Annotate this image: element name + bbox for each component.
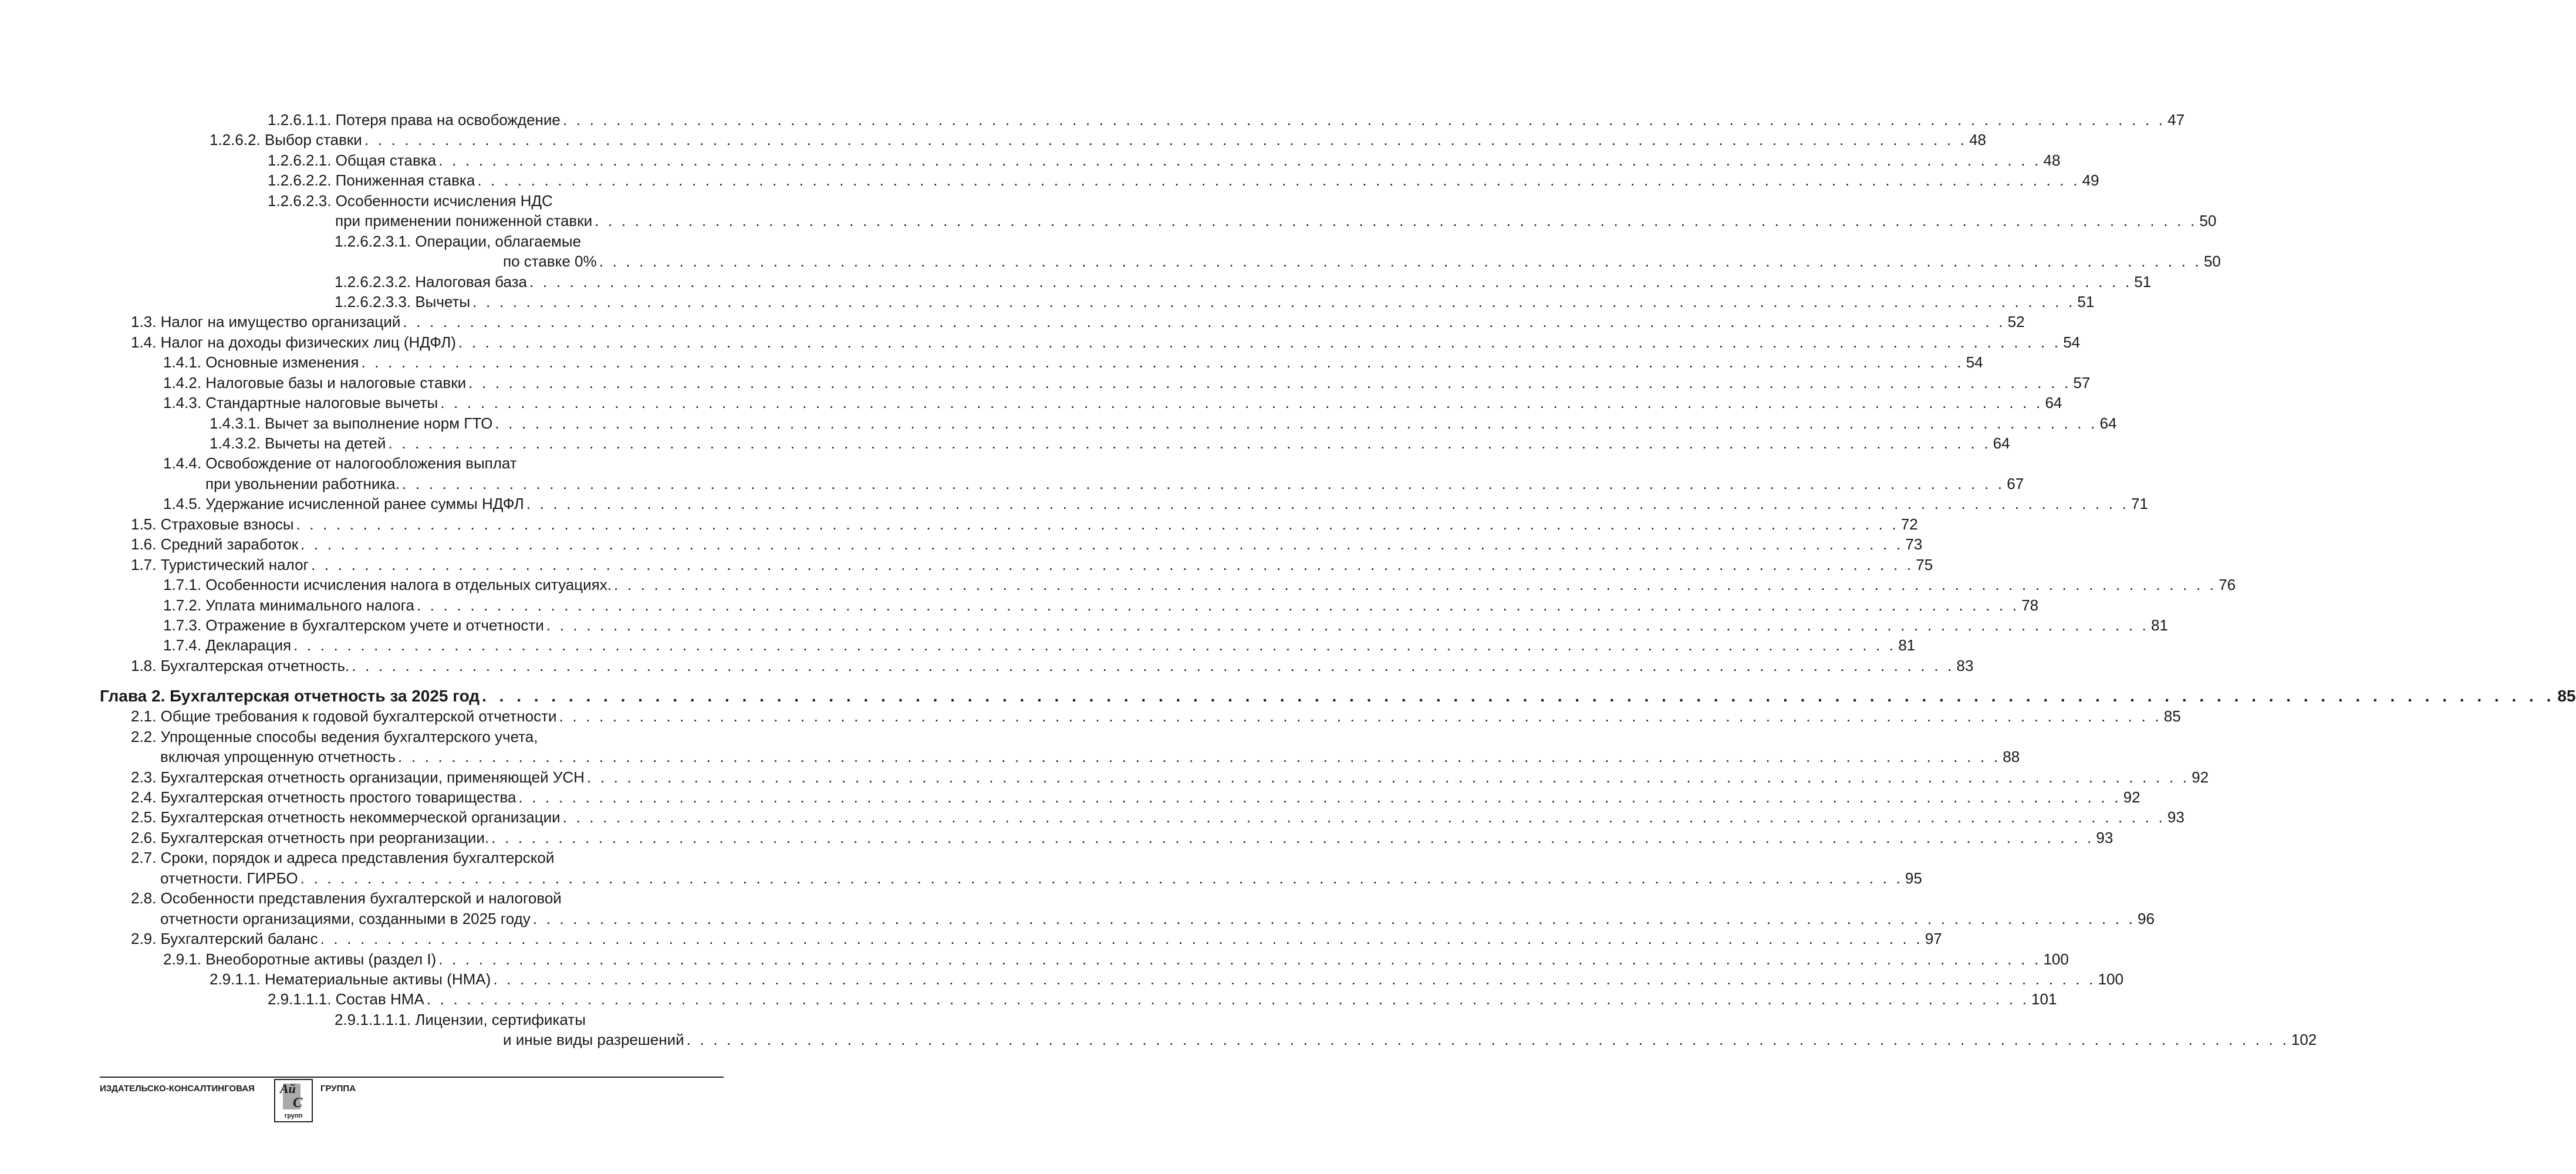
toc-entry-number: 1.2.6.2.1. <box>268 151 332 169</box>
toc-entry-title: Страховые взносы <box>160 515 294 533</box>
toc-page-number: 100 <box>2043 950 2069 968</box>
toc-entry-text <box>131 656 349 676</box>
toc-entry-number: 1.8. <box>131 656 157 674</box>
toc-entry-title: Стандартные налоговые вычеты <box>205 394 438 412</box>
toc-entry[interactable] <box>0 787 2141 807</box>
toc-entry-number: 1.5. <box>131 515 157 533</box>
toc-entry[interactable] <box>0 656 1974 676</box>
toc-entry-title: Отражение в бухгалтерском учете и отчетности <box>205 616 544 634</box>
toc-entry-title: Общие требования к годовой бухгалтерской отчетности <box>160 707 557 726</box>
toc-leader-dots: . . . . . . . . . . . . . . . . . . . . . . . . . . . . . . . . . . . . . . . . . . . . . . . . . . . . . . . . . . . . . . . . . . . . . . . . . . . . . . . . . . . . . . . . . . . . . . . . . . . . . . . . . . . . . . . . . . . . . . . . <box>293 636 1896 655</box>
toc-entry-text <box>335 231 581 251</box>
toc-entry-number: 2.9.1.1.1.1. <box>335 1010 411 1028</box>
toc-line <box>131 727 723 747</box>
toc-entry-title: Туристический налог <box>160 555 309 573</box>
toc-entry-title-continuation: при увольнении работника. <box>205 474 400 492</box>
logo-letters: Ай <box>280 1081 296 1096</box>
toc-entry-text <box>131 807 561 827</box>
toc-page-number: 52 <box>2007 313 2025 331</box>
toc-entry-text <box>335 1010 586 1030</box>
toc-leader-dots: . . . . . . . . . . . . . . . . . . . . . . . . . . . . . . . . . . . . . . . . . . . . . . . . . . . . . . . . . . . . . . . . . . . . . . . . . . . . . . . . . . . . . . . . . . . . . . . . . . . . . . . . . . . . . . . . . . . . . . . . <box>361 353 1964 372</box>
toc-entry-number: 1.4.4. <box>163 454 202 473</box>
toc-leader-dots: . . . . . . . . . . . . . . . . . . . . . . . . . . . . . . . . . . . . . . . . . . . . . . . . . . . . . . . . . . . . . . . . . . . . . . . . . . . . . . . . . . . . . . . . . . . . . . . . . . . . . . . . . . . . . . . . . . . . . . . . <box>458 333 2061 351</box>
toc-line <box>131 767 2209 787</box>
toc-leader-dots: . . . . . . . . . . . . . . . . . . . . . . . . . . . . . . . . . . . . . . . . . . . . . . . . . . . . . . . . . . . . . . . . . . . . . . . . . . . . . . . . . . . . . . . . . . . . . . . . . . . . . . . . . . . . . . . . . . . . . . . . <box>586 768 2190 786</box>
toc-page-number: 88 <box>2003 748 2020 766</box>
toc-entry-title: Упрощенные способы ведения бухгалтерского учета, <box>160 727 538 745</box>
toc-page-number: 49 <box>2082 171 2099 190</box>
toc-line <box>163 453 723 473</box>
toc-leader-dots: . . . . . . . . . . . . . . . . . . . . . . . . . . . . . . . . . . . . . . . . . . . . . . . . . . . . . . . . . . . . . . . . . . . . . . . . . . . . . . . . . . . . . . . . . . . . . . . . . . . . . . . . . . . . . . . . . . . . . . . . <box>311 555 1914 573</box>
toc-leader-dots: . . . . . . . . . . . . . . . . . . . . . . . . . . . . . . . . . . . . . . . . . . . . . . . . . . . . . . . . . . . . . . . . . . . . . . . . . . . . . . . . . . . . . . . . . . . . . . . . . . . . . . . . . . . . . . . . . . . . . . . . <box>472 292 2075 311</box>
toc-line <box>131 929 1942 949</box>
toc-entry-title: Пониженная ставка <box>335 171 475 190</box>
toc-entry-title: Нематериальные активы (НМА) <box>264 970 491 988</box>
toc-page-number: 50 <box>2203 252 2221 271</box>
toc-leader-dots: . . . . . . . . . . . . . . . . . . . . . . . . . . . . . . . . . . . . . . . . . . . . . . . . . . . . . . . . . . . . . . . . . . . . . . . . . . . . . . . . . . . . . . . . . . . . . . . . . . . . . . . . . . . . . . . . . . . . . . . . <box>398 748 2001 766</box>
toc-leader-dots: . . . . . . . . . . . . . . . . . . . . . . . . . . . . . . . . . . . . . . . . . . . . . . . . . . . . . . . . . . . . . . . . . . . . . . . . . . . . . . . . . . . . . . . . . . . . . . . . . . . . . . . . . . . . . . . . . . . . . . . . <box>300 869 1903 887</box>
toc-leader-dots: . . . . . . . . . . . . . . . . . . . . . . . . . . . . . . . . . . . . . . . . . . . . . . . . . . . . . . . . . . . . . . . . . . . . . . . . . . . . . . . . . . . . . . . . . . . . . . . . . . . . . . . . . . . . . . . . . . . . . . . . <box>416 596 2020 614</box>
toc-entry-text <box>268 150 436 170</box>
toc-page-number: 83 <box>1956 656 1974 674</box>
toc-entry-text <box>131 848 554 868</box>
toc-line <box>163 373 2091 393</box>
toc-entry-text <box>163 373 466 393</box>
toc-leader-dots: . . . . . . . . . . . . . . . . . . . . . . . . . . . . . . . . . . . . . . . . . . . . . . . . . . . . . . . . . . . . . . . . . . . . . . . . . . . . . . . . . . . . . . . . . . . . . . . . . . . . . . . . . . . . . . . . . . . . . . . . <box>526 495 2129 513</box>
toc-entry[interactable] <box>0 534 1923 554</box>
toc-line <box>335 272 2152 292</box>
toc-entry-title: Вычеты <box>415 292 471 311</box>
toc-entry[interactable] <box>0 494 2148 514</box>
toc-entry[interactable] <box>0 170 2099 190</box>
toc-entry-title: Уплата минимального налога <box>205 596 414 614</box>
toc-leader-dots: . . . . . . . . . . . . . . . . . . . . . . . . . . . . . . . . . . . . . . . . . . . . . . . . . . . . . . . . . . . . . . . . . . . . . . . . . . . . . . . . . . . . . . . . . . . . . . . . . . . . . . . . . . . . . . . . . . . . . . . . <box>559 707 2162 726</box>
toc-entry-number: 2.5. <box>131 808 157 826</box>
toc-entry-title-continuation: отчетности организациями, созданными в 2025 году <box>160 909 531 927</box>
toc-line <box>131 787 2141 807</box>
toc-entry-number: 2.6. <box>131 828 157 846</box>
logo-caption: групп <box>284 1112 303 1119</box>
toc-entry[interactable] <box>0 969 2123 989</box>
toc-entry[interactable] <box>0 635 1916 655</box>
toc-entry[interactable] <box>0 727 2020 767</box>
toc-entry[interactable] <box>0 706 2181 726</box>
toc-line <box>268 110 2185 130</box>
toc-entry-number: 2.4. <box>131 788 157 806</box>
toc-page-number: 54 <box>2063 333 2081 351</box>
toc-entry[interactable] <box>0 453 2024 494</box>
toc-line <box>163 494 2148 514</box>
toc-page-number: 64 <box>1993 434 2010 452</box>
toc-entry-text <box>163 393 438 413</box>
toc-entry-number: 2.8. <box>131 889 157 908</box>
toc-leader-dots: . . . . . . . . . . . . . . . . . . . . . . . . . . . . . . . . . . . . . . . . . . . . . . . . . . . . . . . . . . . . . . . . . . . . . . . . . . . . . . . . . . . . . . . . . . . . . . . . . . . . . . . . . . . . . . . . . . . . . . . . <box>495 414 2098 432</box>
toc-line-continuation <box>160 909 2155 929</box>
toc-page-number: 64 <box>2099 414 2117 432</box>
toc-line <box>131 555 1933 575</box>
toc-entry-number: 1.2.6.2.3.2. <box>335 272 411 291</box>
toc-entry-text <box>335 272 527 292</box>
toc-page-number: 85 <box>2163 707 2181 726</box>
toc-entry-text <box>210 130 362 150</box>
toc-line <box>335 292 2095 312</box>
toc-leader-dots: . . . . . . . . . . . . . . . . . . . . . . . . . . . . . . . . . . . . . . . . . . . . . . . . . . . . . . . . . . . . . . . . . . . . . . . . . . . . . . . . . . . . . . . . . . . . . . . . . . . . . . . . . . . . . . . . . . . . . . . . <box>301 535 1903 554</box>
toc-leader-dots: . . . . . . . . . . . . . . . . . . . . . . . . . . . . . . . . . . . . . . . . . . . . . . . . . . . . . . . . . . . . . . . . . . . . . . . . . . . . . . . . . . . . . . . . . . . . . . . . . . . . . . . . . . . . . . . . . . . . . . . . <box>562 111 2166 129</box>
toc-entry-text <box>268 110 561 130</box>
toc-line <box>131 848 723 868</box>
toc-entry-title-continuation: включая упрощенную отчетность <box>160 748 396 766</box>
toc-entry-title: Общая ставка <box>335 151 437 169</box>
toc-entry-text <box>163 453 517 473</box>
toc-entry[interactable] <box>0 413 2117 433</box>
toc-page-number: 81 <box>2150 616 2168 634</box>
toc-entry-title: Бухгалтерская отчетность. <box>160 656 350 674</box>
toc-leader-dots: . . . . . . . . . . . . . . . . . . . . . . . . . . . . . . . . . . . . . . . . . . . . . . . . . . . . . . . . . . . . . . . . . . . . . . . . . . . . . . . . . . . . . . . . . . . . . . . . . . . . . . . . . . . . . . . . . . . . . . . . <box>438 950 2041 968</box>
toc-entry-number: 1.2.6.2.3. <box>268 191 332 210</box>
toc-line <box>163 635 1916 655</box>
toc-entry-title: Особенности исчисления налога в отдельных ситуациях. <box>205 576 612 594</box>
toc-line <box>163 615 2168 635</box>
toc-line <box>131 514 1918 534</box>
toc-page-number: 67 <box>2007 474 2024 492</box>
toc-page-number: 57 <box>2073 373 2091 392</box>
toc-entry[interactable] <box>0 312 2025 332</box>
toc-line <box>268 191 723 211</box>
toc-page-number: 92 <box>2192 768 2209 786</box>
toc-entry[interactable] <box>0 393 2062 413</box>
toc-entry-text <box>131 514 294 534</box>
toc-leader-dots: . . . . . . . . . . . . . . . . . . . . . . . . . . . . . . . . . . . . . . . . . . . . . . . . . . . . . . . . . . . . . . . . . . . . . . . . . . . . . . . . . . . . . . . . . . . . . . . . . . . . . . . . . . . . . . . . . . . . . . . . <box>491 828 2094 846</box>
toc-line <box>210 413 2117 433</box>
toc-entry-text <box>131 828 489 848</box>
logo-letter-c: С <box>293 1095 303 1111</box>
toc-entry-title: Удержание исчисленной ранее суммы НДФЛ <box>205 495 524 513</box>
toc-entry-title: Особенности исчисления НДС <box>335 191 553 210</box>
toc-page-number: 51 <box>2134 272 2152 291</box>
toc-entry-title: Состав НМА <box>335 990 424 1008</box>
toc-entry-text <box>163 352 359 372</box>
toc-entry-number: 1.4.3. <box>163 394 202 412</box>
toc-page-number: 102 <box>2291 1031 2317 1049</box>
toc-entry[interactable] <box>0 292 2095 312</box>
toc-leader-dots: . . . . . . . . . . . . . . . . . . . . . . . . . . . . . . . . . . . . . . . . . . . . . . . . . . . . . . . . . . . . . . . . . . . . . . . . . . . . . . . . . . . . . . . . . . . . . . . . . . . . . . . . . . . . . . . . . . . . . . . . <box>532 909 2136 927</box>
toc-entry-number: 1.2.6.2.3.1. <box>335 232 411 250</box>
toc-line <box>131 656 1974 676</box>
toc-leader-dots: . . . . . . . . . . . . . . . . . . . . . . . . . . . . . . . . . . . . . . . . . . . . . . . . . . . . . . . . . . . . . . . . . . . . . . . . . . . . . . . . . . . . . . . . . . . . . . . . . . . . . . . . . . . . . . . . . . . . . . . . <box>477 171 2080 190</box>
toc-page-number: 93 <box>2167 808 2185 826</box>
toc-entry-text <box>131 929 318 949</box>
toc-entry-title: Лицензии, сертификаты <box>415 1010 586 1028</box>
toc-entry[interactable] <box>0 989 2057 1009</box>
toc-line-continuation <box>335 211 2217 231</box>
toc-entry[interactable] <box>0 110 2185 130</box>
toc-entry-number: 2.3. <box>131 768 157 786</box>
toc-leader-dots: . . . . . . . . . . . . . . . . . . . . . . . . . . . . . . . . . . . . . . . . . . . . . . . . . . . . . . . . . . . . . . . . . . . . . . . . . . . . . . . . . . . . . . . . . . . . . . . . . . . . . . . . . . . . . . . . . . . . . . . . <box>426 990 2030 1008</box>
toc-entry[interactable] <box>0 848 1922 888</box>
toc-entry-number: 1.6. <box>131 535 157 554</box>
toc-leader-dots: . . . . . . . . . . . . . . . . . . . . . . . . . . . . . . . . . . . . . . . . . . . . . . . . . . . . . . . . . . . . . . . . . . . . . . . . . . . . . . . . . . . . . . . . . . . . . . . . . . . . . . . . . . . . . . . . . . . . . . . . <box>613 576 2217 594</box>
toc-entry-title-continuation: отчетности. ГИРБО <box>160 869 298 887</box>
toc-entry-number: 1.7.2. <box>163 596 202 614</box>
toc-entry-text <box>210 433 386 453</box>
toc-entry-number: 1.2.6.2. <box>210 131 261 149</box>
toc-line <box>163 595 2039 615</box>
toc-entry-text <box>131 727 538 747</box>
footer-divider <box>100 1077 724 1078</box>
toc-entry-number: Глава 2. <box>100 687 166 706</box>
toc-page-number: 101 <box>2031 990 2057 1008</box>
toc-entry-title: Налог на доходы физических лиц (НДФЛ) <box>160 333 456 351</box>
toc-page-number: 96 <box>2138 909 2155 927</box>
toc-entry-title: Операции, облагаемые <box>415 232 582 250</box>
toc-entry[interactable] <box>0 150 2061 170</box>
toc-page-number: 81 <box>1898 636 1916 655</box>
toc-page-number: 48 <box>1969 131 1986 149</box>
toc-entry-title: Бухгалтерская отчетность за 2025 год <box>170 687 480 706</box>
toc-entry[interactable] <box>0 828 2114 848</box>
toc-entry-number: 2.2. <box>131 727 157 745</box>
toc-leader-dots: . . . . . . . . . . . . . . . . . . . . . . . . . . . . . . . . . . . . . . . . . . . . . . . . . . . . . . . . . . . . . . . . . . . . . . . . . . . . . . . . . . . . . . . . . . . . . . . . . . . . . . . . . . . . . . . . . . . . . . . . <box>686 1031 2289 1049</box>
toc-entry[interactable] <box>0 231 2221 272</box>
toc-line-continuation <box>503 251 2221 271</box>
toc-leader-dots: . . . . . . . . . . . . . . . . . . . . . . . . . . . . . . . . . . . . . . . . . . . . . . . . . . . . . . . . . . . . . . . . . . . . . . . . . . . . . . . . . . . . . . . . . . . . . . . . . . . . . . . . . . . . . . . . . . . . . . . . <box>438 151 2041 169</box>
toc-page-number: 92 <box>2123 788 2141 806</box>
toc-page-number: 51 <box>2077 292 2095 311</box>
toc-page-number: 71 <box>2131 495 2148 513</box>
toc-entry-text <box>163 494 524 514</box>
toc-entry-title-continuation: и иные виды разрешений <box>503 1031 684 1049</box>
toc-entry-text <box>131 787 516 807</box>
toc-entry[interactable] <box>0 130 1986 150</box>
toc-entry-text <box>163 575 612 595</box>
toc-entry-number: 2.9.1. <box>163 950 202 968</box>
toc-line <box>335 231 723 251</box>
publisher-name-right: ГРУППА <box>320 1084 356 1094</box>
toc-entry-text <box>335 292 470 312</box>
toc-entry-title: Вычеты на детей <box>264 434 386 452</box>
toc-entry-title: Освобождение от налогообложения выплат <box>205 454 517 473</box>
toc-entry-title: Вычет за выполнение норм ГТО <box>264 414 493 432</box>
toc-entry-title: Средний заработок <box>160 535 299 554</box>
toc-line-continuation <box>160 868 1922 888</box>
toc-line <box>210 130 1986 150</box>
toc-line-continuation <box>160 747 2020 767</box>
toc-entry-title: Сроки, порядок и адреса представления бухгалтерской <box>160 849 555 867</box>
toc-entry-text <box>163 635 291 655</box>
toc-entry-text <box>268 989 424 1009</box>
toc-entry-number: 2.9.1.1. <box>210 970 261 988</box>
toc-entry-number: 1.2.6.2.3.3. <box>335 292 411 311</box>
toc-entry[interactable] <box>0 888 2155 929</box>
toc-leader-dots: . . . . . . . . . . . . . . . . . . . . . . . . . . . . . . . . . . . . . . . . . . . . . . . . . . . . . . . . . . . . . . . . . . . . . . . . . . . . . . . . . . . . . . . . . . . . . . . . . . . . . . . . . . . . . . . . . . . . . . . . <box>296 515 1899 533</box>
toc-entry-title: Бухгалтерский баланс <box>160 930 318 948</box>
toc-line <box>210 433 2010 453</box>
toc-line <box>335 1010 723 1030</box>
toc-entry-number: 2.9. <box>131 930 157 948</box>
toc-page-number: 64 <box>2045 394 2062 412</box>
publisher-logo <box>274 1079 313 1122</box>
toc-entry-number: 1.4.2. <box>163 373 202 392</box>
table-of-contents <box>0 110 2576 1050</box>
toc-page-number: 47 <box>2168 111 2185 129</box>
toc-entry-title-continuation: по ставке 0% <box>503 252 597 271</box>
toc-entry-number: 1.4.5. <box>163 495 202 513</box>
toc-entry-title: Основные изменения <box>205 353 359 372</box>
toc-entry-title: Бухгалтерская отчетность при реорганизации. <box>160 828 489 846</box>
toc-line <box>131 888 723 908</box>
toc-entry-text <box>131 888 562 908</box>
toc-leader-dots: . . . . . . . . . . . . . . . . . . . . . . . . . . . . . . . . . . . . . . . . . . . . . . . . . . . . . . . . . . . . . . . . . . . . . . . . . . . . . . . . . . . . . . . . . . . . . . . . . . . . . . . . . . . . . . . . . . . . . . . . <box>364 131 1967 149</box>
toc-entry[interactable] <box>0 949 2069 969</box>
toc-leader-dots: . . . . . . . . . . . . . . . . . . . . . . . . . . . . . . . . . . . . . . . . . . . . . . . . . . . . . . . . . . . . . . . . . . . . . . . . . . . . . . . . . . . . . . . . . . . . . . . . . . . . . . . . . . . . . . . . . . . . . . . . <box>518 788 2121 806</box>
toc-entry-title: Декларация <box>205 636 292 655</box>
toc-entry-number: 2.7. <box>131 849 157 867</box>
toc-line <box>268 170 2099 190</box>
toc-page-number: 75 <box>1916 555 1933 573</box>
toc-entry-text <box>131 555 309 575</box>
toc-entry-number: 1.7. <box>131 555 157 573</box>
toc-line <box>163 575 2236 595</box>
toc-line <box>131 332 2081 352</box>
toc-entry[interactable] <box>0 514 1918 534</box>
toc-line <box>131 706 2181 726</box>
toc-entry-text <box>100 686 480 706</box>
toc-entry[interactable] <box>0 929 1942 949</box>
toc-entry-text <box>210 413 492 433</box>
toc-entry[interactable] <box>0 807 2185 827</box>
toc-page-number: 95 <box>1905 869 1922 887</box>
toc-leader-dots: . . . . . . . . . . . . . . . . . . . . . . . . . . . . . . . . . . . . . . . . . . . . . . . . . . . . . . . . . . . . . . . . . . . . . . . . . . . . . . . . . . . . . . . . . . . . . . . . . . . . . . . . . . . . . . . . . . . . . . . . <box>562 808 2165 826</box>
toc-entry-number: 1.2.6.1.1. <box>268 111 332 129</box>
toc-line <box>163 949 2069 969</box>
toc-entry-text <box>131 767 585 787</box>
toc-leader-dots: . . . . . . . . . . . . . . . . . . . . . . . . . . . . . . . . . . . . . . . . . . . . . . . . . . . . . . . . . . . . . . . . . . . . . . . . . . . . . . . . . . . . . . . . . . . . . . . . . . . . . . . . . . . . . . . . . . . . . . . . <box>595 212 2197 230</box>
toc-page-number: 76 <box>2219 576 2236 594</box>
toc-entry[interactable] <box>0 1010 2317 1050</box>
toc-page-number: 93 <box>2096 828 2114 846</box>
toc-entry-text <box>163 949 436 969</box>
toc-page-number: 54 <box>1966 353 1983 372</box>
toc-line <box>163 352 1983 372</box>
publisher-name-left: ИЗДАТЕЛЬСКО-КОНСАЛТИНГОВАЯ <box>100 1084 255 1094</box>
toc-entry-number: 1.7.1. <box>163 576 202 594</box>
toc-entry[interactable] <box>0 575 2236 595</box>
toc-entry-number: 1.7.3. <box>163 616 202 634</box>
toc-leader-dots: . . . . . . . . . . . . . . . . . . . . . . . . . . . . . . . . . . . . . . . . . . . . . . . . . . . . . . . . . . . . . . . . . . . . . . . . . . . . . . . . . . . . . . . . . . . . . . . . . . . . . . . . . . . . . . . . . . . . . . . . <box>440 394 2043 412</box>
toc-entry-title-continuation: при применении пониженной ставки <box>335 212 593 230</box>
toc-entry-title: Бухгалтерская отчетность простого товарищества <box>160 788 516 806</box>
toc-leader-dots: . . . . . . . . . . . . . . . . . . . . . . . . . . . . . . . . . . . . . . . . . . . . . . . . . . . . . . . . . . . . . . . . . . . . . . . . . . . . . . . . . . . . . . . . . . . . . . . . . . . . . . . . . . . . . . . . . . . . . . . . <box>546 616 2149 634</box>
toc-entry[interactable] <box>0 373 2091 393</box>
toc-line <box>163 393 2062 413</box>
toc-leader-dots: . . . . . . . . . . . . . . . . . . . . . . . . . . . . . . . . . . . . . . . . . . . . . . . . . . . . . . . . . . . . . . . . . . . . . . . . . . . . . . . . . . . . . . . . . . . . . . . . . . . . . . . . . . . . . . . . . . . . . . . . <box>388 434 1991 452</box>
toc-entry-text <box>131 534 298 554</box>
toc-leader-dots: . . . . . . . . . . . . . . . . . . . . . . . . . . . . . . . . . . . . . . . . . . . . . . . . . . . . . . . . . . . . . . . . . . . . . . . . . . . . . . . . . . . . . . . . . . . . . . . . . . . . . . . . . . . . . . . . . . . . . . . . <box>403 313 2006 331</box>
toc-entry[interactable] <box>0 332 2081 352</box>
toc-entry[interactable] <box>0 595 2039 615</box>
toc-page-number: 48 <box>2043 151 2061 169</box>
toc-entry-number: 1.4.3.1. <box>210 414 261 432</box>
toc-page-number: 50 <box>2199 212 2217 230</box>
toc-entry[interactable] <box>0 615 2168 635</box>
toc-entry-text <box>131 332 456 352</box>
toc-entry[interactable] <box>0 272 2152 292</box>
toc-leader-dots: . . . . . . . . . . . . . . . . . . . . . . . . . . . . . . . . . . . . . . . . . . . . . . . . . . . . . . . . . . . . . . . . . . . . . . . . . . . . . . . . . . . . . . . . . . . . . . . . . . . . . . . . . . . . . . . . . . . . . . . . <box>401 474 2005 492</box>
toc-line <box>268 150 2061 170</box>
toc-leader-dots: . . . . . . . . . . . . . . . . . . . . . . . . . . . . . . . . . . . . . . . . . . . . . . . . . . . . . . . . . . . . . . . . . . . . . . . . . . . . . . . . . . . . . . . . . . . . . . . . . . . . . . . . . . . . . . . . . . . . . . . . <box>352 656 1954 674</box>
toc-leader-dots: . . . . . . . . . . . . . . . . . . . . . . . . . . . . . . . . . . . . . . . . . . . . . . . . . . . . . . . . . . . . . . . . . . . . . . . . . . . . . . . . . . . . . . . . . . . . . . . . . . . . . . . . . . . . . . . . . . . . . . . . <box>599 252 2202 271</box>
toc-page-number: 100 <box>2098 970 2123 988</box>
toc-entry-title: Потеря права на освобождение <box>335 111 561 129</box>
toc-leader-dots: . . . . . . . . . . . . . . . . . . . . . . . . . . . . . . . . . . . . . . . . . . . . . . . . . . . . . . . . . . . . . . . . . . . . . . . . . . . . . . . . . . . . . . . . . . . . . . . . . . . . . . . . . . . . . . . . . . . . . . . . <box>468 373 2071 392</box>
toc-chapter-entry[interactable] <box>0 686 2576 706</box>
toc-entry-number: 2.9.1.1.1. <box>268 990 332 1008</box>
toc-entry-title: Налог на имущество организаций <box>160 313 401 331</box>
toc-entry-number: 1.3. <box>131 313 157 331</box>
toc-line <box>131 828 2114 848</box>
toc-entry-text <box>131 706 557 726</box>
toc-entry-title: Бухгалтерская отчетность организации, применяющей УСН <box>160 768 585 786</box>
toc-line <box>210 969 2123 989</box>
toc-page-number: 78 <box>2021 596 2039 614</box>
toc-entry-title: Выбор ставки <box>264 131 362 149</box>
toc-entry-text <box>210 969 491 989</box>
toc-entry-text <box>163 615 544 635</box>
toc-page-number: 73 <box>1905 535 1923 554</box>
toc-entry-number: 1.7.4. <box>163 636 202 655</box>
toc-entry-title: Внеоборотные активы (раздел I) <box>205 950 437 968</box>
toc-entry-text <box>163 595 414 615</box>
toc-entry-number: 1.4.1. <box>163 353 202 372</box>
toc-page-number: 72 <box>1900 515 1918 533</box>
toc-entry[interactable] <box>0 767 2209 787</box>
toc-leader-dots: . . . . . . . . . . . . . . . . . . . . . . . . . . . . . . . . . . . . . . . . . . . . . . . . . . . . . . . . . . . . . . . . . . . . . . . . . . . . . . . . . . . . . . . . . . . . . . . . . . . . . . . . . . . . . . . . . . . . . . . . <box>493 970 2096 988</box>
toc-entry-title: Бухгалтерская отчетность некоммерческой организации <box>160 808 561 826</box>
toc-entry-number: 1.2.6.2.2. <box>268 171 332 190</box>
toc-entry[interactable] <box>0 352 1983 372</box>
toc-leader-dots: . . . . . . . . . . . . . . . . . . . . . . . . . . . . . . . . . . . . . . . . . . . . . . . . . . . . . . . . . . . . . . . . . . . . . . . . . . . . . . . . . . . . . . . . . . . . . . . . . . . . . . . . . . . . . . . . . . . . . . . . <box>529 272 2132 291</box>
toc-entry-title: Особенности представления бухгалтерской и налоговой <box>160 889 562 908</box>
toc-entry[interactable] <box>0 191 2217 231</box>
toc-entry-title: Налоговая база <box>415 272 528 291</box>
toc-line <box>131 312 2025 332</box>
toc-line-continuation <box>503 1030 2317 1050</box>
toc-entry-number: 1.4. <box>131 333 157 351</box>
toc-entry[interactable] <box>0 433 2010 453</box>
toc-line <box>268 989 2057 1009</box>
toc-entry-text <box>268 170 475 190</box>
toc-entry-number: 2.1. <box>131 707 157 726</box>
toc-leader-dots: . . . . . . . . . . . . . . . . . . . . . . . . . . . . . . . . . . . . . . . . . . . . . . . . . . . . . . . . . . . . . . . . . . . . . . . . . . . . . . . . . . . . . . . . . . . . . . . . . . . . . . . . . . . . . . . . . . . . . . . . <box>320 930 1923 948</box>
toc-line <box>100 686 2576 706</box>
toc-line-continuation <box>205 474 2024 494</box>
toc-page-number: 97 <box>1925 930 1942 948</box>
toc-entry-title: Налоговые базы и налоговые ставки <box>205 373 467 392</box>
toc-line <box>131 807 2185 827</box>
toc-leader-dots: . . . . . . . . . . . . . . . . . . . . . . . . . . . . . . . . . . . . . . . . . . . . . . . . . . . . . . . . . . . . . . . . . . . . . . . . . . . . . . . . . . . . . . . . . . . . . . . . . . . . . . . . . . . . . . . . . . . . . . . . <box>482 687 2555 706</box>
toc-entry[interactable] <box>0 555 1933 575</box>
toc-entry-number: 1.4.3.2. <box>210 434 261 452</box>
toc-page-number: 85 <box>2557 687 2576 706</box>
toc-entry-text <box>268 191 553 211</box>
toc-line <box>131 534 1923 554</box>
toc-entry-text <box>131 312 400 332</box>
